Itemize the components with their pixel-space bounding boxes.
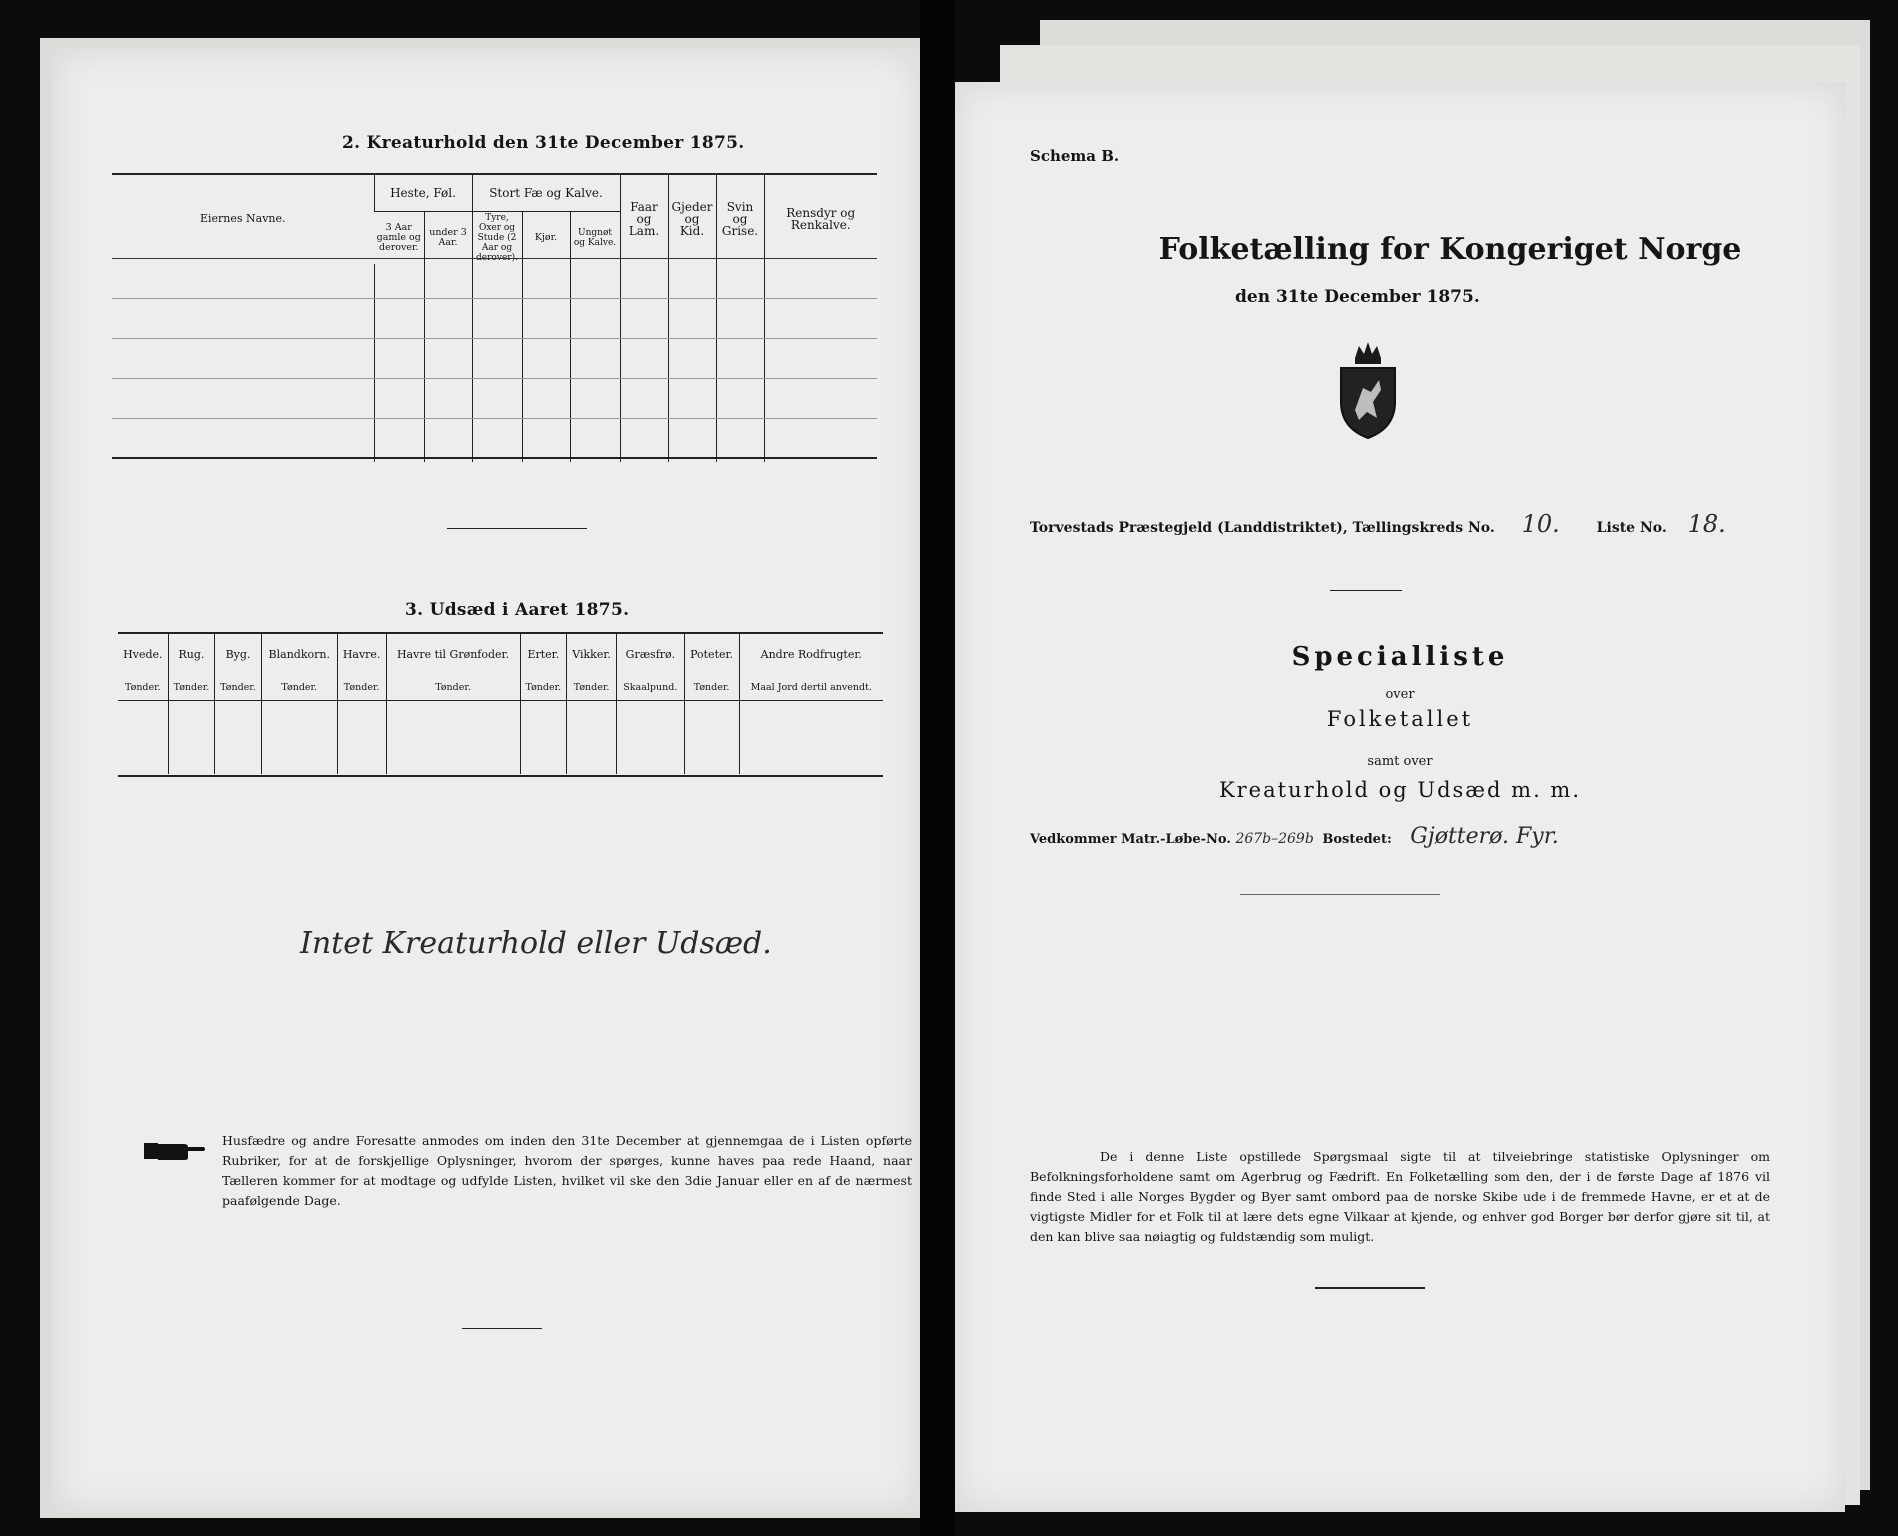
kreaturhold-bottom-rule	[112, 457, 877, 459]
kreaturhold-row-rule-4	[112, 418, 877, 419]
udsaed-col-5-cell	[337, 700, 386, 774]
udsaed-col-2-cell	[168, 700, 215, 774]
faar-header: Faar og Lam.	[620, 175, 668, 264]
sub-under3-header: under 3 Aar.	[424, 211, 472, 264]
udsaed-col-5-unit: Tønder.	[337, 676, 386, 700]
divider-dash-2	[462, 1328, 542, 1329]
udsaed-col-7-cell	[520, 700, 567, 774]
udsaed-col-3-name: Byg.	[215, 634, 262, 676]
district-prefix: Torvestads Præstegjeld (Landdistriktet), Tællingskreds No.	[1030, 520, 1495, 536]
udsaed-col-1-cell	[118, 700, 168, 774]
udsaed-col-3-cell	[215, 700, 262, 774]
divider-dash-1	[447, 528, 587, 529]
udsaed-col-9-name: Græsfrø.	[617, 634, 685, 676]
form-title: Folketælling for Kongeriget Norge	[1158, 232, 1742, 267]
udsaed-col-10-cell	[684, 700, 739, 774]
kreaturhold-title: 2. Kreaturhold den 31te December 1875.	[342, 133, 745, 153]
udsaed-col-8-cell	[567, 700, 617, 774]
udsaed-col-6-name: Havre til Grønfoder.	[386, 634, 520, 676]
district-line	[1030, 510, 1726, 538]
udsaed-col-2-name: Rug.	[168, 634, 215, 676]
udsaed-col-4-cell	[261, 700, 337, 774]
matr-line	[1030, 824, 1559, 849]
udsaed-bottom-rule	[118, 775, 883, 777]
liste-no-value: 18.	[1687, 510, 1726, 538]
udsaed-col-8-name: Vikker.	[567, 634, 617, 676]
pointing-hand-icon	[144, 1140, 206, 1162]
udsaed-col-9-unit: Skaalpund.	[617, 676, 685, 700]
udsaed-col-4-name: Blandkorn.	[261, 634, 337, 676]
udsaed-title: 3. Udsæd i Aaret 1875.	[405, 600, 630, 620]
coat-of-arms-icon	[1333, 340, 1403, 440]
divider-dash-5	[1315, 1287, 1425, 1289]
rensdyr-header: Rensdyr og Renkalve.	[764, 175, 877, 264]
stort-group-header: Stort Fæ og Kalve.	[472, 175, 620, 211]
udsaed-col-4-unit: Tønder.	[261, 676, 337, 700]
udsaed-col-5-name: Havre.	[337, 634, 386, 676]
udsaed-col-11-unit: Maal Jord dertil anvendt.	[739, 676, 883, 700]
notice-text: Husfædre og andre Foresatte anmodes om inden den 31te December at gjennemgaa de i Listen opførte Rubriker, for at de forskjellige Oplysninger, hvorom der spørges, kunne haves paa rede Haand, naar Tælleren kommer for at modtage og udfylde Listen, hvilket vil ske den 3die Januar eller en af de nærmest paafølgende Dage.	[222, 1133, 912, 1208]
book-spine	[920, 0, 955, 1536]
specialliste-heading: Specialliste	[1291, 642, 1509, 672]
kreaturhold-heading: Kreaturhold og Udsæd m. m.	[1218, 778, 1582, 802]
udsaed-col-10-name: Poteter.	[684, 634, 739, 676]
sub-tyre-header: Tyre, Oxer og Stude (2 Aar og	[472, 211, 522, 264]
udsaed-col-8-unit: Tønder.	[567, 676, 617, 700]
kreaturhold-row-rule-3	[112, 378, 877, 379]
folketallet-heading: Folketallet	[1326, 707, 1474, 731]
divider-dash-3	[1330, 590, 1402, 591]
udsaed-col-11-name: Andre Rodfrugter.	[739, 634, 883, 676]
samt-over-label: samt over	[1367, 754, 1433, 769]
udsaed-col-2-unit: Tønder.	[168, 676, 215, 700]
matr-label: Vedkommer Matr.-Løbe-No.	[1030, 832, 1231, 847]
sub-ungnot-header: Ungnøt og Kalve.	[570, 211, 620, 264]
schema-label: Schema B.	[1030, 147, 1120, 165]
over-label-1: over	[1385, 687, 1415, 702]
kreaturhold-header-rule	[112, 258, 877, 259]
udsaed-col-6-cell	[386, 700, 520, 774]
udsaed-col-6-unit: Tønder.	[386, 676, 520, 700]
udsaed-col-3-unit: Tønder.	[215, 676, 262, 700]
sub-kjor-header: Kjør.	[522, 211, 570, 264]
svin-header: Svin og Grise.	[716, 175, 764, 264]
body-text: De i denne Liste opstillede Spørgsmaal sigte til at tilveiebringe statistiske Oplysninger om Befolkningsforholdene samt om Agerbrug og Fædrift. En Folketælling som den, der i de første Dage af 1876 vil finde Sted i alle Norges Bygder og Byer samt ombord paa de norske Skibe ude i de fremmede Havne, er et at de vigtigste Midler for et Folk til at lære dets egne Vilkaar at kjende, og enhver god Borger bør derfor gjøre sit til, at den kan blive saa nøiagtig og fuldstændig som muligt.	[1030, 1149, 1770, 1244]
divider-dash-4	[1240, 894, 1440, 895]
udsaed-col-1-unit: Tønder.	[125, 681, 161, 693]
sub-3aar-header: 3 Aar gamle og derover.	[374, 211, 424, 264]
liste-label: Liste No.	[1596, 520, 1667, 536]
udsaed-col-10-unit: Tønder.	[684, 676, 739, 700]
udsaed-col-11-cell	[739, 700, 883, 774]
form-date: den 31te December 1875.	[1235, 287, 1480, 307]
matr-value: 267b–269b	[1235, 831, 1314, 847]
bostedet-value: Gjøtterø. Fyr.	[1410, 824, 1559, 849]
left-page	[52, 48, 920, 1513]
owner-cell	[112, 264, 374, 462]
udsaed-table	[118, 634, 883, 774]
right-page	[955, 82, 1845, 1512]
kreds-no-value: 10.	[1521, 510, 1560, 538]
heste-group-header: Heste, Føl.	[374, 175, 472, 211]
udsaed-col-9-cell	[617, 700, 685, 774]
gjeder-header: Gjeder og Kid.	[668, 175, 716, 264]
udsaed-col-7-name: Erter.	[520, 634, 567, 676]
col-owner-header: Eiernes Navne.	[199, 212, 286, 226]
kreaturhold-row-rule-2	[112, 338, 877, 339]
handwritten-note: Intet Kreaturhold eller Udsæd.	[300, 926, 772, 961]
kreaturhold-row-rule-1	[112, 298, 877, 299]
udsaed-col-7-unit: Tønder.	[520, 676, 567, 700]
udsaed-col-1-name: Hvede.	[123, 648, 163, 661]
bostedet-label: Bostedet:	[1322, 832, 1392, 847]
